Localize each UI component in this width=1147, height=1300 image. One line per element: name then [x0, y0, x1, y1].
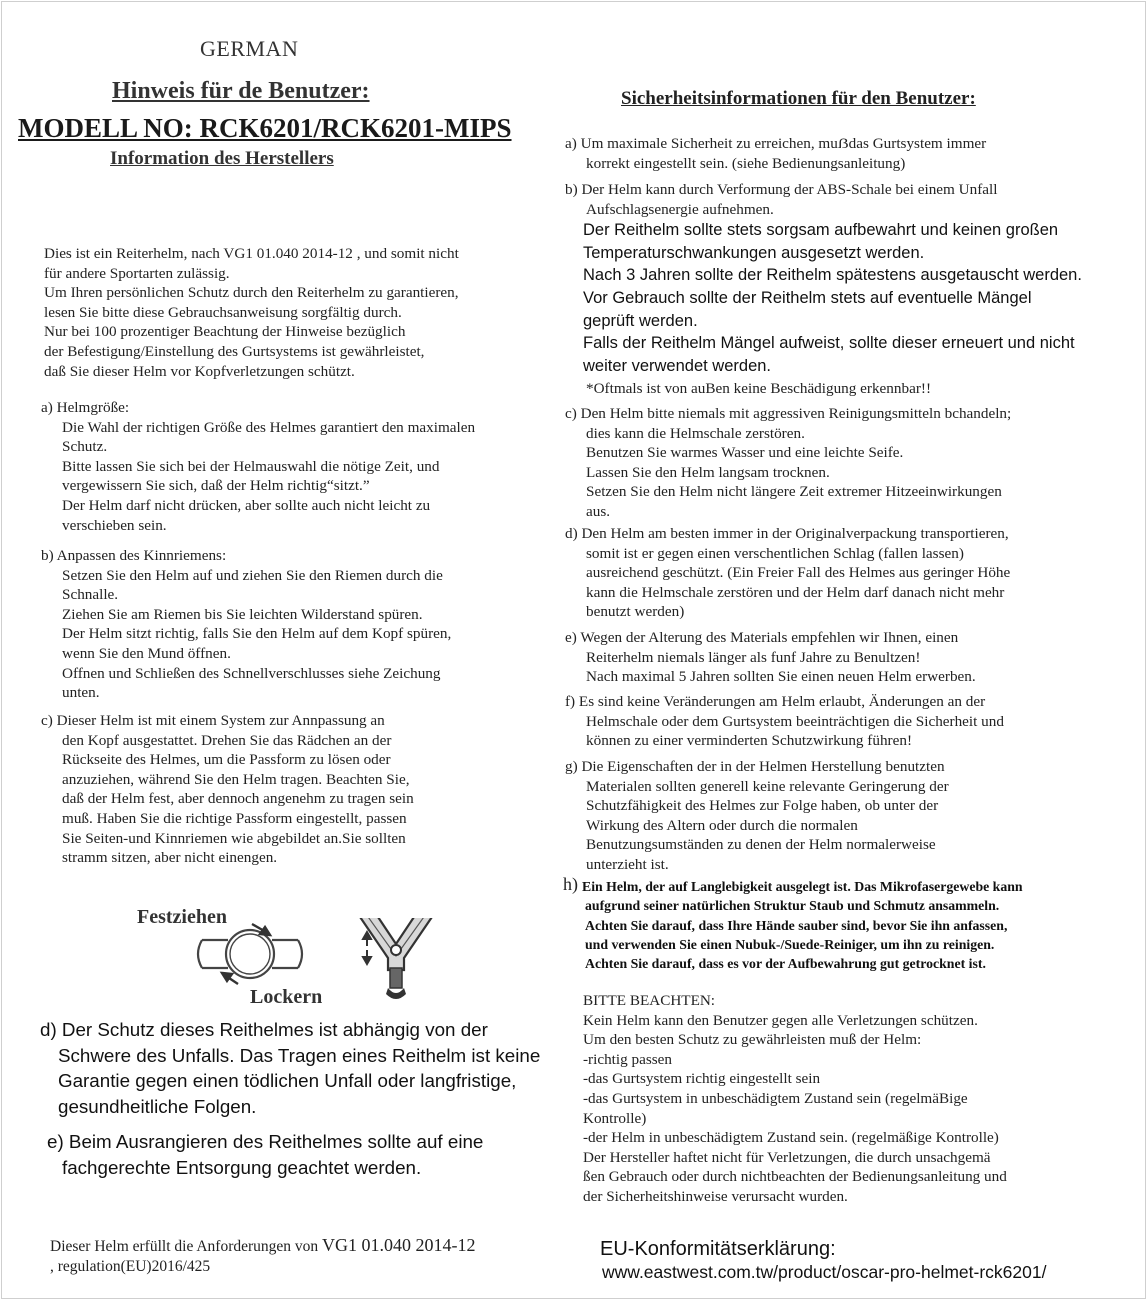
section-heading: f) Es sind keine Veränderungen am Helm erlaubt, Änderungen an der	[565, 693, 986, 710]
section-line: Benutzungsumständen zu denen der Helm normalerweise	[586, 836, 936, 854]
tighten-label: Festziehen	[137, 906, 227, 928]
section-line: unten.	[62, 684, 100, 702]
note-line: -richtig passen	[583, 1050, 672, 1068]
section-disposal	[47, 1129, 483, 1180]
note-line: -das Gurtsystem in unbeschädigtem Zustand sein (regelmäBige	[583, 1089, 968, 1107]
section-line: und verwenden Sie einen Nubuk-/Suede-Reiniger, um ihn zu reinigen.	[585, 936, 995, 952]
section-line: Helmschale oder dem Gurtsystem beeinträchtigen die Sicherheit und	[586, 712, 1004, 730]
section-line: Benutzen Sie warmes Wasser und eine leichte Seife.	[586, 444, 904, 462]
section-heading: c) Dieser Helm ist mit einem System zur Annpassung an	[41, 712, 385, 729]
section-line: wenn Sie den Mund öffnen.	[62, 644, 231, 662]
section-line: e) Beim Ausrangieren des Reithelmes sollte auf eine	[47, 1131, 484, 1152]
section-heading: b) Der Helm kann durch Verformung der ABS-Schale bei einem Unfall	[565, 181, 998, 198]
section-line: stramm sitzen, aber nicht einengen.	[62, 849, 278, 867]
section-line: Schnalle.	[62, 586, 119, 604]
safety-item-c	[565, 404, 1011, 522]
section-line: Achten Sie darauf, dass es vor der Aufbewahrung gut getrocknet ist.	[585, 956, 986, 972]
section-line: vergewissern Sie sich, daß der Helm richtig“sitzt.”	[62, 477, 370, 495]
please-note-box	[583, 991, 1007, 1207]
section-line: Vor Gebrauch sollte der Reithelm stets auf eventuelle Mängel	[583, 288, 1032, 307]
section-heading: b) Anpassen des Kinnriemens:	[41, 547, 227, 564]
section-heading: a) Helmgröße:	[41, 399, 130, 416]
safety-item-e	[565, 628, 976, 687]
section-line: Schutzfähigkeit des Helmes zur Folge haben, ob unter der	[586, 797, 939, 815]
section-line: kann die Helmschale zerstören und der Helm darf danach nicht mehr	[586, 583, 1005, 601]
note-line: -der Helm in unbeschädigtem Zustand sein. (regelmäßige Kontrolle)	[583, 1129, 999, 1147]
section-line: Der Reithelm sollte stets sorgsam aufbewahrt und keinen großen	[583, 221, 1059, 240]
safety-item-a	[565, 134, 986, 173]
section-line: verschieben sein.	[62, 516, 167, 534]
eu-declaration-title: EU-Konformitätserklärung:	[600, 1238, 836, 1260]
section-line: Falls der Reithelm Mängel aufweist, sollte dieser erneuert und nicht	[583, 334, 1075, 353]
section-line: Die Wahl der richtigen Größe des Helmes garantiert den maximalen	[62, 418, 476, 436]
language-label: GERMAN	[200, 36, 299, 61]
section-line: Wirkung des Altern oder durch die normalen	[586, 816, 858, 834]
section-line: Ein Helm, der auf Langlebigkeit ausgelegt ist. Das Mikrofasergewebe kann	[582, 879, 1023, 894]
loosen-label: Lockern	[250, 986, 323, 1008]
note-line: Der Hersteller haftet nicht für Verletzungen, die durch unsachgemä	[583, 1148, 991, 1166]
section-heading: e) Wegen der Alterung des Materials empfehlen wir Ihnen, einen	[565, 629, 959, 646]
section-helmet-size	[41, 398, 475, 535]
section-line: anzuziehen, während Sie den Helm tragen. Beachten Sie,	[62, 770, 410, 788]
intro-line: Dies ist ein Reiterhelm, nach VG1 01.040 2014-12 , und somit nicht	[44, 245, 459, 262]
page-title: Hinweis für de Benutzer:	[112, 78, 370, 104]
section-line: Rückseite des Helmes, um die Passform zu lösen oder	[62, 751, 391, 769]
section-heading: g) Die Eigenschaften der in der Helmen Herstellung benutzten	[565, 758, 945, 775]
section-line: den Kopf ausgestattet. Drehen Sie das Rädchen an der	[62, 731, 392, 749]
section-line: geprüft werden.	[583, 311, 698, 330]
section-line: somit ist er gegen einen verschentlichen Schlag (fallen lassen)	[586, 544, 964, 562]
section-line: dies kann die Helmschale zerstören.	[586, 424, 805, 442]
safety-info-heading: Sicherheitsinformationen für den Benutzer:	[621, 88, 976, 109]
please-note-heading: BITTE BEACHTEN:	[583, 992, 716, 1009]
section-line: Setzen Sie den Helm auf und ziehen Sie den Riemen durch die	[62, 566, 443, 584]
section-heading: d) Den Helm am besten immer in der Originalverpackung transportieren,	[565, 525, 1009, 542]
safety-item-f	[565, 692, 1004, 751]
intro-line: Nur bei 100 prozentiger Beachtung der Hinweise bezüglich	[44, 323, 406, 341]
section-line: Der Helm sitzt richtig, falls Sie den Helm auf dem Kopf spüren,	[62, 625, 452, 643]
note-line: ßen Gebrauch oder durch nichtbeachten der Bedienungsanleitung und	[583, 1168, 1007, 1186]
section-line: Sie Seiten-und Kinnriemen wie abgebildet an.Sie sollten	[62, 829, 406, 847]
safety-item-g	[565, 757, 949, 875]
section-protection-limits	[40, 1017, 540, 1119]
section-line: korrekt eingestellt sein. (siehe Bedienungsanleitung)	[586, 154, 906, 172]
section-line: aus.	[586, 502, 611, 520]
section-line: unterzieht ist.	[586, 855, 669, 873]
section-line: gesundheitliche Folgen.	[58, 1095, 257, 1117]
footer-text: Dieser Helm erfüllt die Anforderungen von	[50, 1238, 319, 1255]
intro-line: Um Ihren persönlichen Schutz durch den Reiterhelm zu garantieren,	[44, 284, 459, 302]
note-line: Um den besten Schutz zu gewährleisten muß der Helm:	[583, 1031, 922, 1049]
section-line: Materialen sollten generell keine relevante Geringerung der	[586, 777, 949, 795]
section-line: Der Helm darf nicht drücken, aber sollte auch nicht leicht zu	[62, 496, 431, 514]
intro-line: daß Sie dieser Helm vor Kopfverletzungen schützt.	[44, 362, 355, 380]
section-line: benutzt werden)	[586, 603, 685, 621]
section-line: Bitte lassen Sie sich bei der Helmauswahl die nötige Zeit, und	[62, 457, 440, 475]
section-line: Aufschlagsenergie aufnehmen.	[586, 200, 774, 218]
model-number: MODELL NO: RCK6201/RCK6201-MIPS	[18, 113, 512, 143]
section-line: ausreichend geschützt. (Ein Freier Fall des Helmes aus geringer Höhe	[586, 564, 1011, 582]
strap-arrows-icon	[363, 932, 371, 964]
section-heading: a) Um maximale Sicherheit zu erreichen, muẞdas Gurtsystem immer	[565, 135, 987, 152]
section-letter: h)	[563, 874, 578, 894]
section-line: Ziehen Sie am Riemen bis Sie leichten Wilderstand spüren.	[62, 605, 423, 623]
section-line: fachgerechte Entsorgung geachtet werden.	[62, 1156, 422, 1178]
section-line: Setzen Sie den Helm nicht längere Zeit extremer Hitzeeinwirkungen	[586, 483, 1002, 501]
intro-line: für andere Sportarten zulässig.	[44, 264, 230, 282]
manufacturer-info-heading: Information des Herstellers	[110, 148, 334, 169]
section-line: Nach 3 Jahren sollte der Reithelm spätestens ausgetauscht werden.	[583, 266, 1082, 285]
section-line: Lassen Sie den Helm langsam trocknen.	[586, 463, 830, 481]
section-line: d) Der Schutz dieses Reithelmes ist abhängig von der	[40, 1019, 488, 1040]
note-line: der Sicherheitshinweise verursacht wurden.	[583, 1187, 848, 1205]
intro-line: der Befestigung/Einstellung des Gurtsystems ist gewährleistet,	[44, 342, 425, 360]
note-line: Kontrolle)	[583, 1109, 647, 1127]
footer-regulation: , regulation(EU)2016/425	[50, 1258, 211, 1275]
intro-line: lesen Sie bitte diese Gebrauchsanweisung sorgfältig durch.	[44, 303, 402, 321]
section-note: *Oftmals ist von auBen keine Beschädigung erkennbar!!	[586, 380, 931, 398]
safety-item-d	[565, 524, 1010, 622]
section-line: Temperaturschwankungen ausgesetzt werden.	[583, 243, 925, 262]
safety-item-b	[565, 180, 1082, 399]
section-fit-system	[41, 711, 414, 868]
section-line: Schwere des Unfalls. Das Tragen eines Reithelm ist keine	[58, 1044, 541, 1066]
fit-dial-diagram	[190, 918, 450, 1010]
fit-dial-icon	[198, 930, 302, 978]
intro-paragraph	[44, 244, 459, 381]
section-line: Nach maximal 5 Jahren sollten Sie einen neuen Helm erwerben.	[586, 668, 976, 686]
note-line: -das Gurtsystem richtig eingestellt sein	[583, 1070, 821, 1088]
section-chin-strap	[41, 546, 451, 703]
section-line: Reiterhelm niemals länger als funf Jahre zu Benultzen!	[586, 648, 921, 666]
section-line: daß der Helm fest, aber dennoch angenehm zu tragen sein	[62, 790, 414, 808]
section-line: Offnen und Schließen des Schnellverschlusses siehe Zeichung	[62, 664, 441, 682]
conformity-footer	[50, 1235, 476, 1277]
footer-standard: VG1 01.040 2014-12	[322, 1235, 476, 1255]
section-heading: c) Den Helm bitte niemals mit aggressiven Reinigungsmitteln bchandeln;	[565, 405, 1012, 422]
eu-declaration-link[interactable]: www.eastwest.com.tw/product/oscar-pro-helmet-rck6201/	[602, 1262, 1047, 1282]
section-line: weiter verwendet werden.	[583, 356, 772, 375]
section-line: Achten Sie darauf, dass Ihre Hände sauber sind, bevor Sie ihn anfassen,	[585, 917, 1008, 933]
section-line: aufgrund seiner natürlichen Struktur Staub und Schmutz ansammeln.	[585, 898, 1000, 914]
note-line: Kein Helm kann den Benutzer gegen alle Verletzungen schützen.	[583, 1011, 978, 1029]
section-line: Schutz.	[62, 438, 108, 456]
section-line: muß. Haben Sie die richtige Passform eingestellt, passen	[62, 809, 407, 827]
section-line: können zu einer verminderten Schutzwirkung führen!	[586, 732, 912, 750]
section-line: Garantie gegen einen tödlichen Unfall oder langfristige,	[58, 1070, 517, 1091]
